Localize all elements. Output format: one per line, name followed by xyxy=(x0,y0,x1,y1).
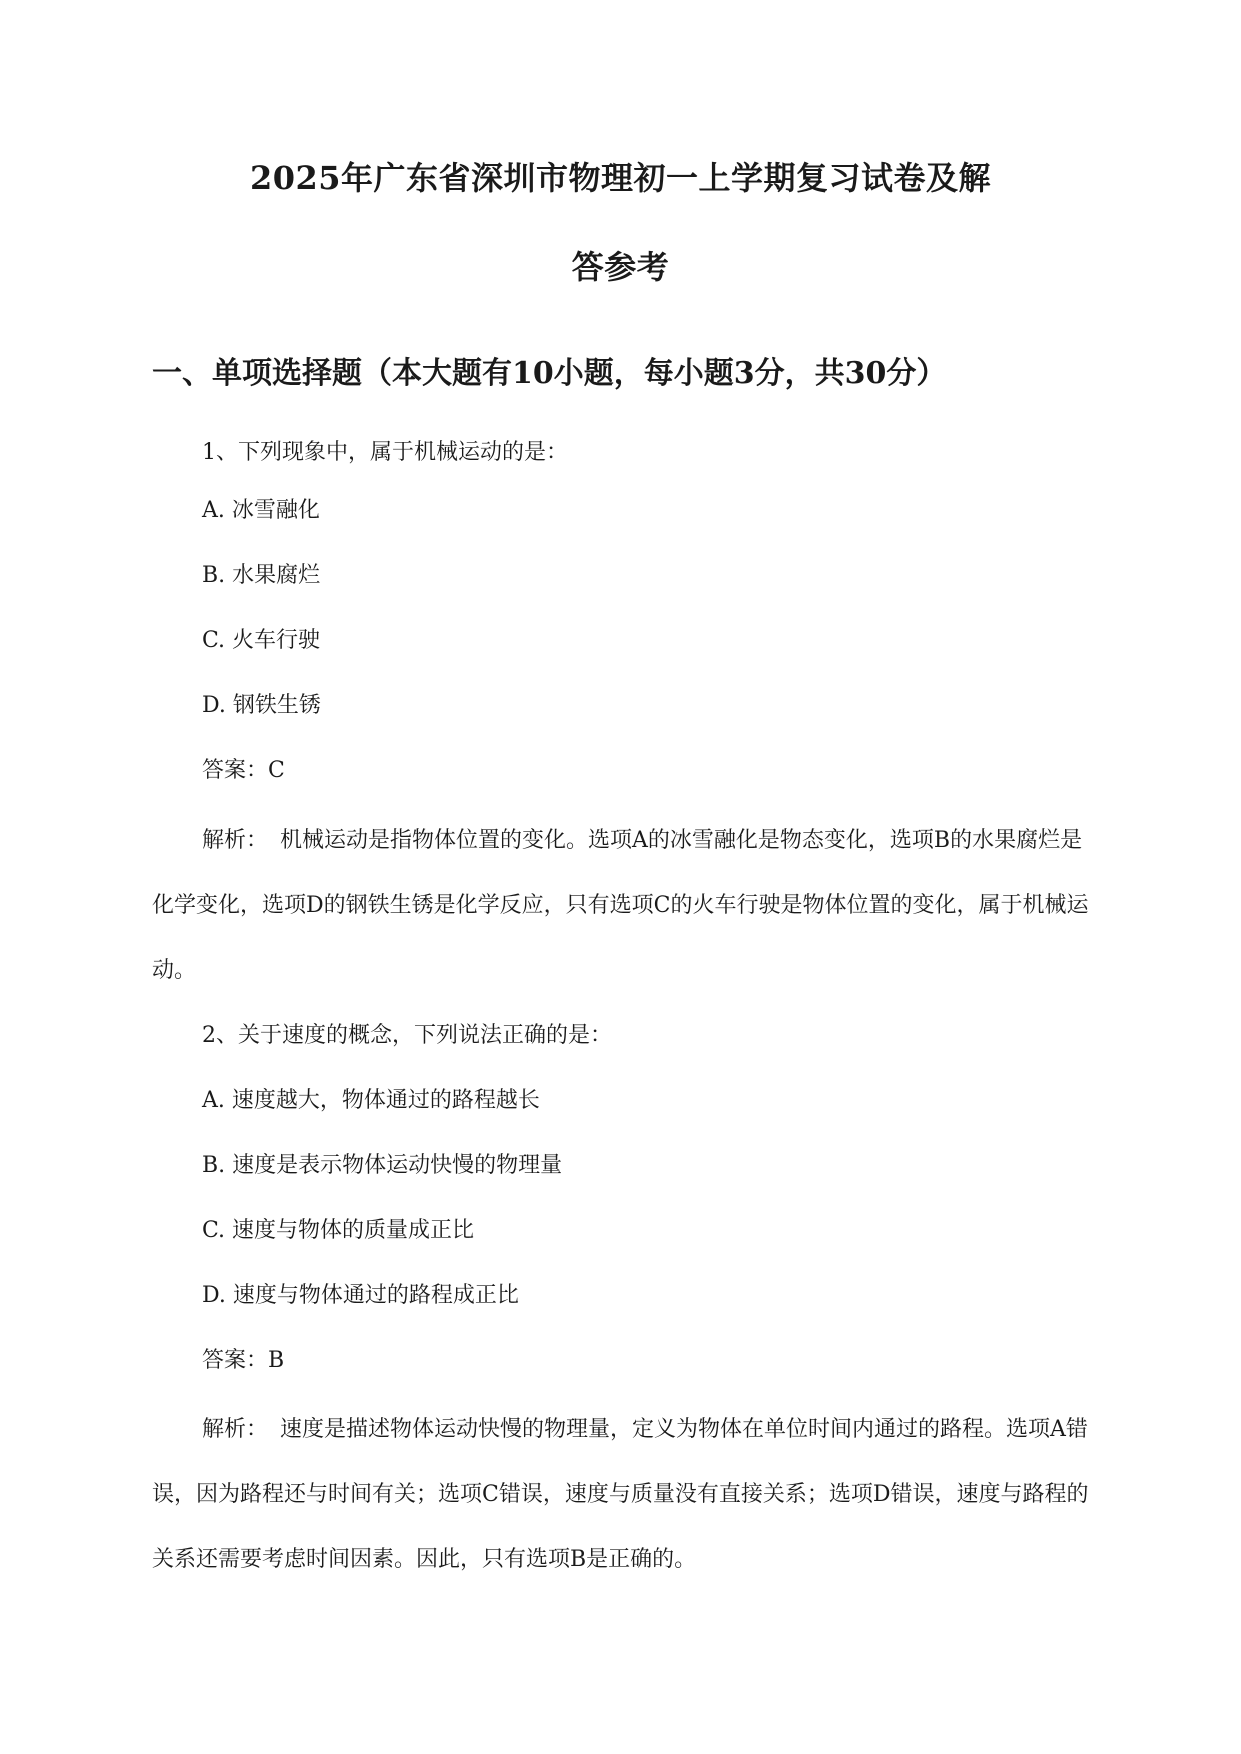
question-2-analysis xyxy=(152,1397,1102,1592)
analysis-text: 机械运动是指物体位置的变化。选项A的冰雪融化是物态变化，选项B的水果腐烂是化学变化，选项D的钢铁生锈是化学反应，只有选项C的火车行驶是物体位置的变化，属于机械运动。 xyxy=(152,828,1089,983)
question-1-option-c: C. 火车行驶 xyxy=(202,628,321,653)
analysis-label: 解析： xyxy=(202,828,269,853)
question-2-stem: 2、关于速度的概念，下列说法正确的是： xyxy=(202,1023,612,1048)
analysis-text: 速度是描述物体运动快慢的物理量，定义为物体在单位时间内通过的路程。选项A错误，因为路程还与时间有关；选项C错误，速度与质量没有直接关系；选项D错误，速度与路程的关系还需要考虑时间因素。因此，只有选项B是正确的。 xyxy=(152,1417,1089,1572)
document-title-line-1: 2025年广东省深圳市物理初一上学期复习试卷及解 xyxy=(249,159,992,197)
document-title-line-2: 答参考 xyxy=(571,248,670,286)
question-1-analysis xyxy=(152,808,1102,1003)
question-2-answer: 答案：B xyxy=(202,1348,285,1373)
question-2-option-b: B. 速度是表示物体运动快慢的物理量 xyxy=(202,1153,563,1178)
analysis-label: 解析： xyxy=(202,1417,269,1442)
question-2-option-c: C. 速度与物体的质量成正比 xyxy=(202,1218,475,1243)
question-1-option-a: A. 冰雪融化 xyxy=(202,498,320,523)
question-2-option-d: D. 速度与物体通过的路程成正比 xyxy=(202,1283,519,1308)
section-heading: 一、单项选择题（本大题有10小题，每小题3分，共30分） xyxy=(152,356,947,391)
question-1-answer: 答案：C xyxy=(202,758,285,783)
question-2-option-a: A. 速度越大，物体通过的路程越长 xyxy=(202,1088,540,1113)
question-1-option-b: B. 水果腐烂 xyxy=(202,563,321,588)
question-1-option-d: D. 钢铁生锈 xyxy=(202,693,321,718)
question-1-stem: 1、下列现象中，属于机械运动的是： xyxy=(202,440,568,465)
